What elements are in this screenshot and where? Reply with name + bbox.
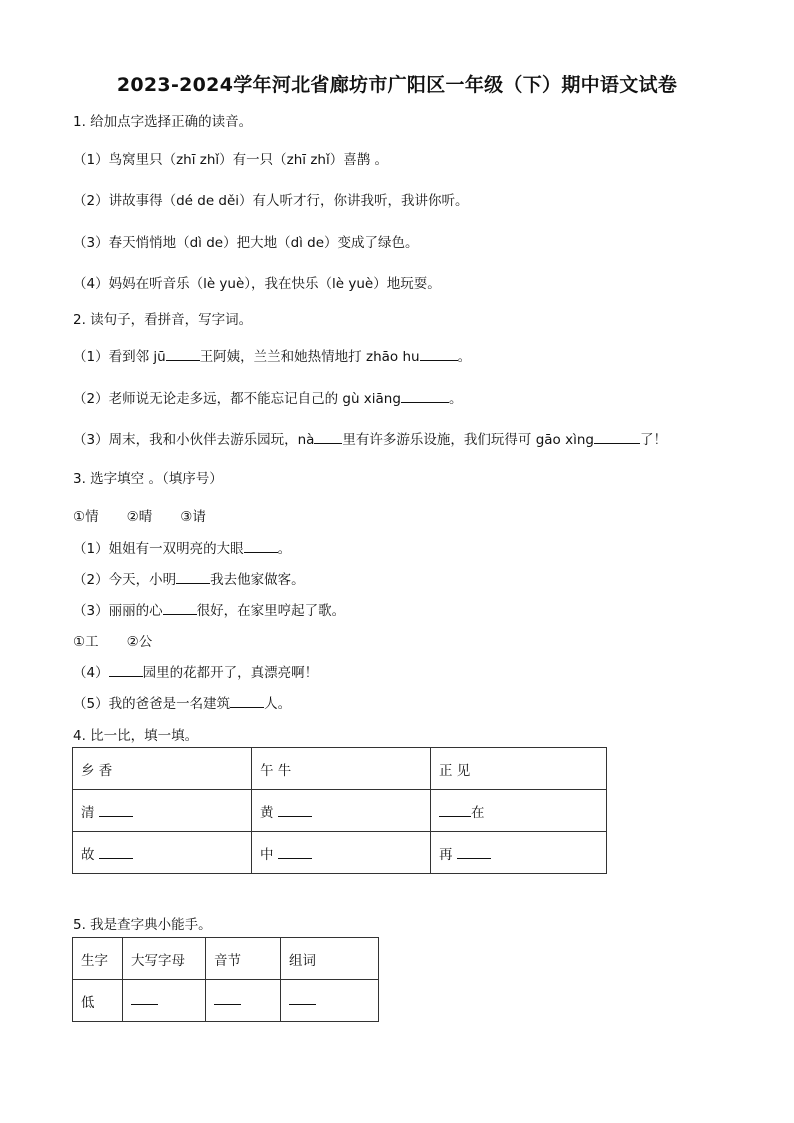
q3-item-5-text-a: （5）我的爸爸是一名建筑 [73,696,231,712]
q3-item-2-text-b: 我去他家做客。 [210,572,305,588]
q2-item-3-text-a: （3）周末，我和小伙伴去游乐园玩，nà [73,432,315,448]
cell-char: 在 [471,804,485,821]
dictionary-table [72,937,379,1022]
q3-item-1 [73,537,291,557]
answer-blank[interactable] [278,846,312,859]
q3-options-1 [73,505,206,525]
table-cell [431,832,607,874]
table-header-cell: 乡 香 [73,748,252,790]
answer-blank[interactable] [214,992,241,1005]
table-header-cell: 生字 [73,938,123,980]
answer-blank[interactable] [314,431,342,444]
table-header-cell: 正 见 [431,748,607,790]
q3-item-2-text-a: （2）今天，小明 [73,572,177,588]
q3-item-4 [73,661,318,681]
table-cell [431,790,607,832]
q1-item-2: （2）讲故事得（dé de děi）有人听才行，你讲我听，我讲你听。 [73,193,469,209]
q3-item-3 [73,599,345,619]
cell-char: 故 [81,846,95,863]
answer-blank[interactable] [289,992,316,1005]
q3-item-2 [73,568,305,588]
q3-item-3-text-a: （3）丽丽的心 [73,603,163,619]
q2-item-2 [73,387,462,407]
table-header-cell: 午 牛 [252,748,431,790]
option: ②公 [126,634,153,650]
q1-item-4: （4）妈妈在听音乐（lè yuè），我在快乐（lè yuè）地玩耍。 [73,276,441,292]
q2-item-1-text-b: 王阿姨，兰兰和她热情地打 zhāo hu [199,349,420,365]
table-header-cell: 组词 [281,938,379,980]
table-header-cell: 音节 [206,938,281,980]
table-cell [73,832,252,874]
answer-blank[interactable] [109,664,143,677]
option: ①情 [73,509,99,525]
q1-item-1: （1）鸟窝里只（zhī zhǐ）有一只（zhī zhǐ）喜鹊 。 [73,152,389,168]
table-cell [281,980,379,1022]
cell-char: 中 [260,846,274,863]
q3-item-3-text-b: 很好，在家里哼起了歌。 [196,603,346,619]
q2-heading: 2. 读句子，看拼音，写字词。 [73,312,253,328]
table-header-cell: 大写字母 [123,938,206,980]
answer-blank[interactable] [244,540,278,553]
page-title: 2023-2024学年河北省廊坊市广阳区一年级（下）期中语文试卷 [116,74,678,96]
q3-item-1-text-a: （1）姐姐有一双明亮的大眼 [73,541,244,557]
answer-blank[interactable] [99,846,133,859]
table-cell-char: 低 [73,980,123,1022]
q3-item-5-text-b: 人。 [264,696,292,712]
q3-heading: 3. 选字填空 。（填序号） [73,471,223,487]
answer-blank[interactable] [439,804,471,817]
q3-item-4-text-a: （4） [73,665,109,681]
answer-blank[interactable] [131,992,158,1005]
table-cell [123,980,206,1022]
cell-char: 再 [439,846,453,863]
q2-item-1-text-c: 。 [457,349,472,365]
answer-blank[interactable] [99,804,133,817]
table-cell [73,790,252,832]
answer-blank[interactable] [401,390,449,403]
answer-blank[interactable] [278,804,312,817]
q2-item-2-text-b: 。 [448,391,463,407]
table-cell [252,832,431,874]
option: ③请 [180,509,206,525]
q4-heading: 4. 比一比，填一填。 [73,728,199,744]
answer-blank[interactable] [230,695,264,708]
answer-blank[interactable] [457,846,491,859]
table-cell [206,980,281,1022]
cell-char: 清 [81,804,95,821]
q2-item-3-text-c: 了！ [639,432,667,448]
q2-item-1 [73,345,471,365]
answer-blank[interactable] [176,571,210,584]
q1-heading: 1. 给加点字选择正确的读音。 [73,114,253,130]
q5-heading: 5. 我是查字典小能手。 [73,917,212,933]
q2-item-3 [73,428,667,448]
option: ②晴 [126,509,153,525]
compare-table [72,747,607,874]
option: ①工 [73,634,99,650]
cell-char: 黄 [260,804,274,821]
q1-item-3: （3）春天悄悄地（dì de）把大地（dì de）变成了绿色。 [73,235,419,251]
table-cell [252,790,431,832]
answer-blank[interactable] [594,431,640,444]
q3-item-1-text-b: 。 [277,541,292,557]
answer-blank[interactable] [163,602,197,615]
q2-item-1-text-a: （1）看到邻 jū [73,349,166,365]
q3-options-2 [73,630,152,650]
q3-item-5 [73,692,291,712]
q2-item-3-text-b: 里有许多游乐设施，我们玩得可 gāo xìng [342,432,594,448]
q3-item-4-text-b: 园里的花都开了，真漂亮啊！ [142,665,319,681]
answer-blank[interactable] [420,348,458,361]
answer-blank[interactable] [166,348,200,361]
q2-item-2-text-a: （2）老师说无论走多远，都不能忘记自己的 gù xiāng [73,391,401,407]
